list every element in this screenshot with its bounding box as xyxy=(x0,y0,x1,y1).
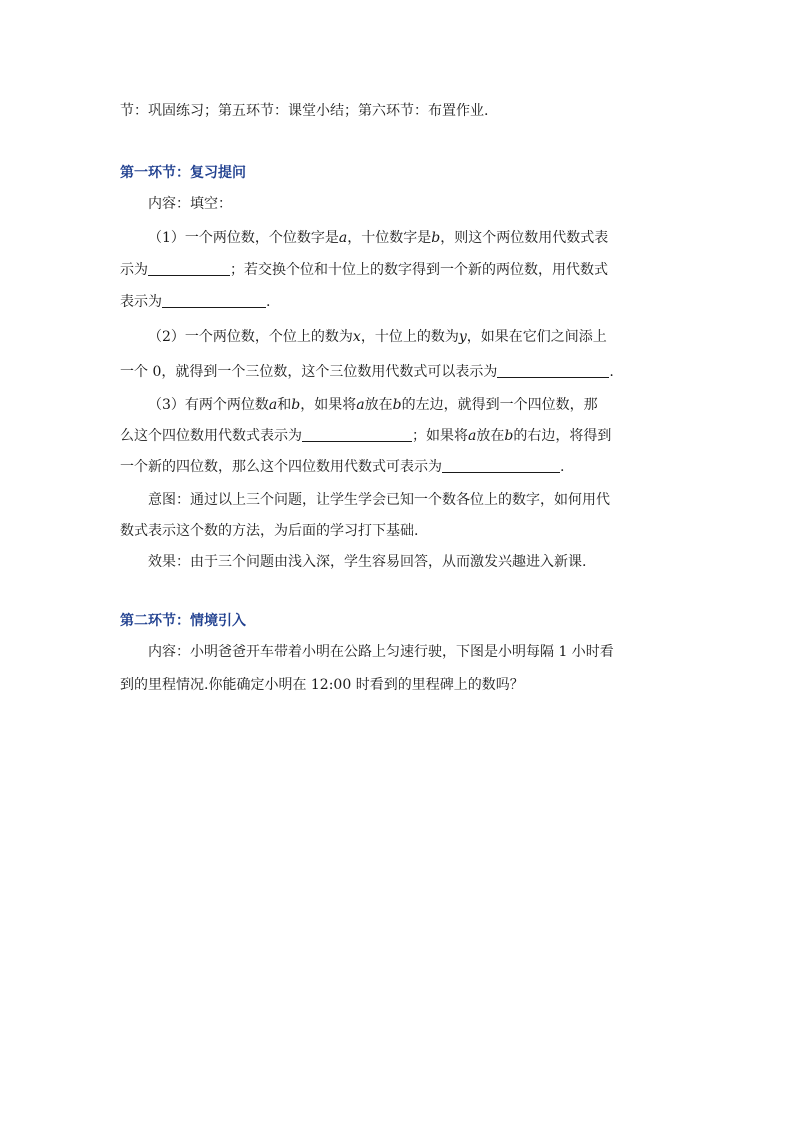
q1-line3 xyxy=(120,292,680,312)
var-b: b xyxy=(504,428,514,444)
q3-text-pre: （3）有两个两位数 xyxy=(148,397,269,413)
var-b: b xyxy=(431,230,441,246)
var-x: x xyxy=(352,329,361,345)
section2-heading: 第二环节：情境引入 xyxy=(120,613,246,629)
intro-line xyxy=(120,101,680,121)
q2-line2 xyxy=(120,362,680,382)
effect-line: 效果：由于三个问题由浅入深，学生容易回答，从而激发兴趣进入新课. xyxy=(148,554,587,570)
q3-line2 xyxy=(120,426,680,446)
q2-line2-post: . xyxy=(609,364,614,380)
answer-blank[interactable] xyxy=(148,261,230,276)
q3-line2-post: 的右边，将得到 xyxy=(513,428,612,444)
answer-blank[interactable] xyxy=(442,458,560,473)
section2-content-line1: 内容：小明爸爸开车带着小明在公路上匀速行驶，下图是小明每隔 1 小时看 xyxy=(148,644,614,660)
q2-line1 xyxy=(148,327,680,347)
answer-blank[interactable] xyxy=(497,363,609,378)
q3-text-mid2: 放在 xyxy=(364,397,393,413)
intent-line1: 意图：通过以上三个问题，让学生学会已知一个数各位上的数字，如何用代 xyxy=(148,492,610,508)
q3-line1 xyxy=(148,395,680,415)
q1-text-pre: （1）一个两位数，个位数字是 xyxy=(148,230,339,246)
intro-text: 节：巩固练习；第五环节：课堂小结；第六环节：布置作业. xyxy=(120,103,489,119)
q1-line3-post: . xyxy=(266,294,271,310)
q2-text-pre: （2）一个两位数，个位上的数为 xyxy=(148,329,353,345)
q3-and: 和 xyxy=(277,397,292,413)
q1-text-post: ，则这个两位数用代数式表 xyxy=(440,230,609,246)
var-b: b xyxy=(291,397,301,413)
q1-line1 xyxy=(148,228,680,248)
var-b: b xyxy=(392,397,402,413)
q1-line2 xyxy=(120,260,680,280)
q3-line2-pre: 么这个四位数用代数式表示为 xyxy=(120,428,302,444)
q3-text-post: 的左边，就得到一个四位数，那 xyxy=(401,397,598,413)
section1-heading: 第一环节：复习提问 xyxy=(120,165,246,181)
q1-line2-post: ；若交换个位和十位上的数字得到一个新的两位数，用代数式 xyxy=(230,262,608,278)
q2-line2-pre: 一个 0，就得到一个三位数，这个三位数用代数式可以表示为 xyxy=(120,364,498,380)
answer-blank[interactable] xyxy=(302,427,412,442)
q3-line2-mid2: 放在 xyxy=(476,428,505,444)
q1-text-mid: ，十位数字是 xyxy=(347,230,432,246)
section2-content-line2: 到的里程情况.你能确定小明在 12:00 时看到的里程碑上的数吗？ xyxy=(120,677,524,693)
q3-line3 xyxy=(120,457,680,477)
q3-line2-mid: ；如果将 xyxy=(412,428,468,444)
intent-line2: 数式表示这个数的方法，为后面的学习打下基础. xyxy=(120,523,419,539)
var-y: y xyxy=(458,329,467,345)
q3-line3-post: . xyxy=(560,459,565,475)
var-a: a xyxy=(468,428,477,444)
q3-text-mid: ，如果将 xyxy=(300,397,357,413)
var-a: a xyxy=(356,397,365,413)
var-a: a xyxy=(338,230,348,246)
q1-line3-pre: 表示为 xyxy=(120,294,162,310)
q3-line3-pre: 一个新的四位数，那么这个四位数用代数式可表示为 xyxy=(120,459,442,475)
var-a: a xyxy=(268,397,278,413)
q2-text-post: ，如果在它们之间添上 xyxy=(466,329,607,345)
q2-text-mid: ，十位上的数为 xyxy=(360,329,459,345)
content-label: 内容：填空： xyxy=(148,196,232,212)
q1-line2-pre: 示为 xyxy=(120,262,148,278)
answer-blank[interactable] xyxy=(162,293,266,308)
